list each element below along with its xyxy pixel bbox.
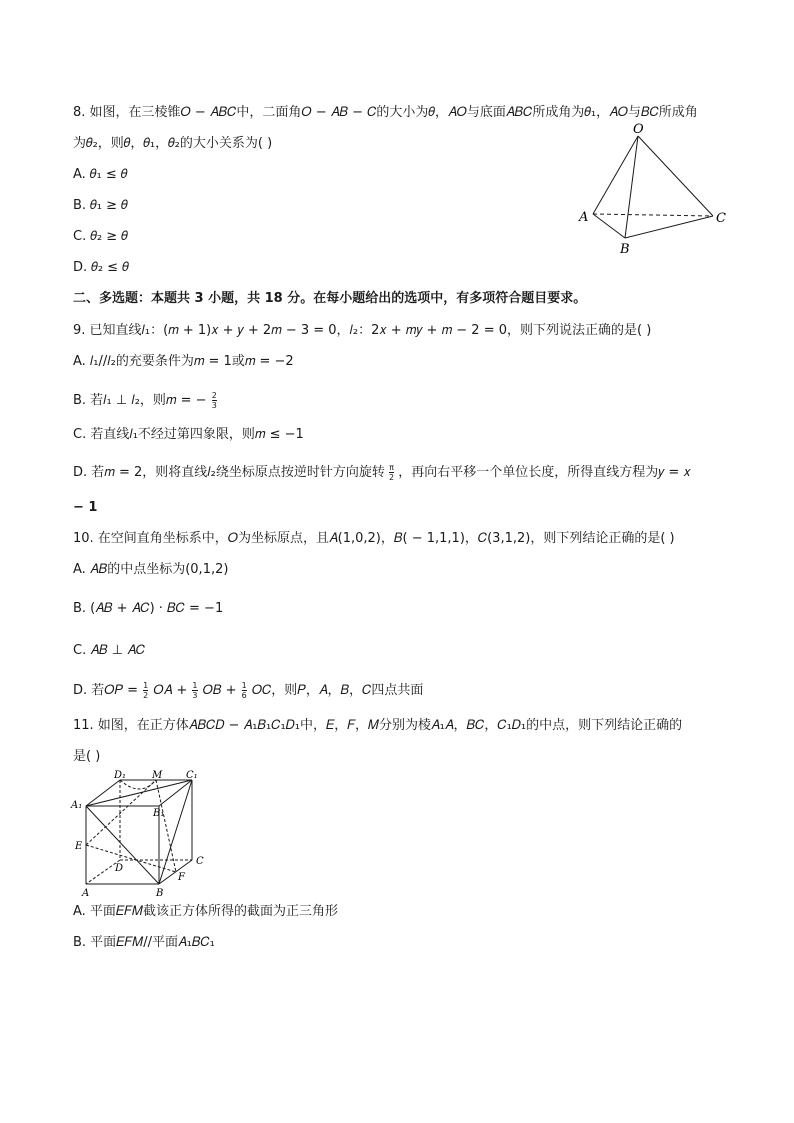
fraction-denominator: 2: [388, 473, 395, 482]
label-E: E: [75, 841, 83, 852]
label-O: O: [633, 122, 644, 137]
q9-option-d-pre: D. 若𝑚 = 2，则将直线𝑙₂绕坐标原点按逆时针方向旋转: [73, 465, 385, 480]
q8-stem-line1: 8. 如图，在三棱锥𝑂 − 𝐴𝐵𝐶中，二面角𝑂 − 𝐴𝐵 − 𝐶的大小为𝜃，𝐴𝑂与底面𝐴𝐵𝐶所成角为𝜃₁，𝐴𝑂与𝐵𝐶所成角: [73, 105, 698, 120]
q10-option-d-term3: 𝑂𝐶，则𝑃，𝐴，𝐵，𝐶四点共面: [251, 683, 424, 698]
label-D: D: [115, 863, 124, 874]
label-M: M: [152, 770, 163, 781]
tetrahedron-figure: [575, 118, 735, 260]
fraction: [192, 681, 197, 700]
fraction: [242, 681, 247, 700]
section-heading: 二、多选题：本题共 3 小题，共 18 分。在每小题给出的选项中，有多项符合题目要求。: [73, 291, 587, 306]
label-B1: B₁: [153, 808, 165, 819]
fraction: [389, 463, 394, 482]
q8-option-a: A. 𝜃₁ ≤ 𝜃: [73, 167, 128, 182]
fraction-denominator: 3: [192, 691, 198, 700]
q10-stem: 10. 在空间直角坐标系中，𝑂为坐标原点，且𝐴(1,0,2)，𝐵( − 1,1,1)，𝐶(3,1,2)，则下列结论正确的是( ): [73, 531, 675, 546]
label-B: B: [156, 888, 164, 899]
fraction: [143, 681, 148, 700]
label-C: C: [196, 856, 204, 867]
label-F: F: [178, 872, 185, 883]
label-C: C: [716, 211, 726, 226]
q9-option-d-continued: − 1: [73, 500, 98, 515]
q9-option-c: C. 若直线𝑙₁不经过第四象限，则𝑚 ≤ −1: [73, 427, 304, 442]
fraction-denominator: 2: [143, 691, 149, 700]
label-B: B: [620, 242, 630, 257]
q9-stem: 9. 已知直线𝑙₁：(𝑚 + 1)𝑥 + 𝑦 + 2𝑚 − 3 = 0，𝑙₂：2𝑥 + 𝑚𝑦 + 𝑚 − 2 = 0，则下列说法正确的是( ): [73, 323, 652, 338]
q10-option-a: A. 𝐴𝐵的中点坐标为(0,1,2): [73, 562, 229, 577]
fraction: [212, 391, 217, 410]
fraction-numerator: 1: [241, 681, 247, 690]
q11-stem-line2: 是( ): [73, 749, 101, 764]
q8-option-d: D. 𝜃₂ ≤ 𝜃: [73, 260, 129, 275]
q10-option-c: C. 𝐴𝐵 ⊥ 𝐴𝐶: [73, 643, 146, 658]
cube-figure: [70, 768, 220, 900]
q9-option-d: [73, 463, 691, 482]
q9-option-b: [73, 391, 217, 410]
fraction-denominator: 3: [211, 401, 217, 410]
q8-option-b: B. 𝜃₁ ≥ 𝜃: [73, 198, 128, 213]
q11-stem-line1: 11. 如图，在正方体𝐴𝐵𝐶𝐷 − 𝐴₁𝐵₁𝐶₁𝐷₁中，𝐸，𝐹，𝑀分别为棱𝐴₁𝐴，𝐵𝐶，𝐶₁𝐷₁的中点，则下列结论正确的: [73, 718, 683, 733]
label-A1: A₁: [71, 800, 83, 811]
fraction-numerator: π: [389, 463, 394, 472]
fraction-numerator: 2: [211, 391, 217, 400]
q11-option-b: B. 平面𝐸𝐹𝑀//平面𝐴₁𝐵𝐶₁: [73, 935, 215, 950]
q10-option-d-term2: 𝑂𝐵 +: [202, 683, 237, 698]
q8-stem-line2: 为𝜃₂，则𝜃，𝜃₁，𝜃₂的大小关系为( ): [73, 136, 273, 151]
label-A: A: [579, 210, 589, 225]
q9-option-d-post: ，再向右平移一个单位长度，所得直线方程为𝑦 = 𝑥: [398, 465, 691, 480]
q10-option-d-pre: D. 若𝑂𝑃 =: [73, 683, 139, 698]
q11-option-a: A. 平面𝐸𝐹𝑀截该正方体所得的截面为正三角形: [73, 904, 338, 919]
q10-option-b: B. (𝐴𝐵 + 𝐴𝐶) · 𝐵𝐶 = −1: [73, 601, 224, 616]
fraction-numerator: 1: [143, 681, 149, 690]
fraction-denominator: 6: [241, 691, 247, 700]
label-C1: C₁: [186, 770, 198, 781]
q10-option-d: [73, 681, 423, 700]
q8-option-c: C. 𝜃₂ ≥ 𝜃: [73, 229, 128, 244]
q10-option-d-term1: 𝑂𝐴 +: [153, 683, 188, 698]
label-A: A: [82, 888, 90, 899]
q9-option-b-text: B. 若𝑙₁ ⊥ 𝑙₂，则𝑚 = −: [73, 393, 207, 408]
fraction-numerator: 1: [192, 681, 198, 690]
q9-option-a: A. 𝑙₁//𝑙₂的充要条件为𝑚 = 1或𝑚 = −2: [73, 354, 294, 369]
label-D1: D₁: [114, 770, 127, 781]
